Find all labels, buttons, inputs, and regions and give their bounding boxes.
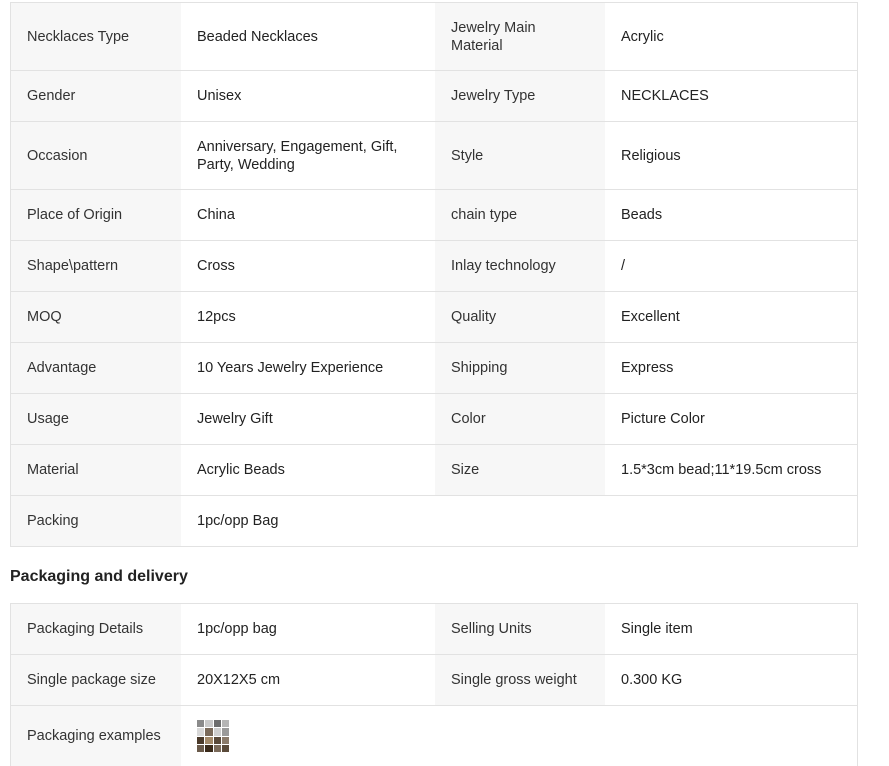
attr-label-empty: [435, 496, 605, 546]
attr-label: Jewelry Main Material: [435, 3, 605, 70]
pkg-label: Packaging Details: [11, 604, 181, 654]
attr-label: Style: [435, 122, 605, 189]
attr-value: Jewelry Gift: [181, 394, 435, 444]
attr-value: Beaded Necklaces: [181, 3, 435, 70]
attributes-table: [10, 2, 858, 547]
attr-label: Packing: [11, 496, 181, 546]
attr-value: Cross: [181, 241, 435, 291]
table-row: [11, 71, 857, 122]
attr-value: 1pc/opp Bag: [181, 496, 435, 546]
table-row: [11, 3, 857, 71]
attr-value: Express: [605, 343, 857, 393]
attr-label: Gender: [11, 71, 181, 121]
attr-value: 12pcs: [181, 292, 435, 342]
pkg-value: Single item: [605, 604, 857, 654]
table-row: [11, 343, 857, 394]
packaging-example-thumbnail[interactable]: [197, 720, 229, 752]
attr-label: Place of Origin: [11, 190, 181, 240]
attr-value: Beads: [605, 190, 857, 240]
attr-value-empty: [605, 496, 857, 546]
table-row: [11, 190, 857, 241]
attr-value: 10 Years Jewelry Experience: [181, 343, 435, 393]
pkg-value: 1pc/opp bag: [181, 604, 435, 654]
section-title-packaging: Packaging and delivery: [10, 568, 188, 585]
attr-value: Acrylic: [605, 3, 857, 70]
pkg-label: Single package size: [11, 655, 181, 705]
attr-label: chain type: [435, 190, 605, 240]
attr-label: Shipping: [435, 343, 605, 393]
attr-label: Size: [435, 445, 605, 495]
table-row: [11, 292, 857, 343]
pkg-value: 20X12X5 cm: [181, 655, 435, 705]
pkg-label: Selling Units: [435, 604, 605, 654]
table-row: [11, 445, 857, 496]
attr-value: /: [605, 241, 857, 291]
attr-label: MOQ: [11, 292, 181, 342]
table-row: [11, 496, 857, 547]
attr-value: Excellent: [605, 292, 857, 342]
attr-label: Inlay technology: [435, 241, 605, 291]
attr-label: Occasion: [11, 122, 181, 189]
attr-value: Acrylic Beads: [181, 445, 435, 495]
packaging-table: [10, 603, 858, 766]
attr-value: Anniversary, Engagement, Gift, Party, Wedding: [181, 122, 435, 189]
attr-label: Quality: [435, 292, 605, 342]
attr-label: Material: [11, 445, 181, 495]
attr-label: Shape\pattern: [11, 241, 181, 291]
attr-value: NECKLACES: [605, 71, 857, 121]
attr-value: China: [181, 190, 435, 240]
pkg-value: 0.300 KG: [605, 655, 857, 705]
table-row: [11, 655, 857, 706]
attr-label: Necklaces Type: [11, 3, 181, 70]
attr-value: Picture Color: [605, 394, 857, 444]
attr-label: Jewelry Type: [435, 71, 605, 121]
pkg-label: Single gross weight: [435, 655, 605, 705]
attr-label: Advantage: [11, 343, 181, 393]
attr-label: Color: [435, 394, 605, 444]
pkg-label: Packaging examples: [11, 706, 181, 766]
attr-value: Religious: [605, 122, 857, 189]
table-row: [11, 394, 857, 445]
table-row: [11, 241, 857, 292]
attr-value: Unisex: [181, 71, 435, 121]
table-row: [11, 604, 857, 655]
table-row: [11, 706, 857, 766]
attr-label: Usage: [11, 394, 181, 444]
packaging-examples-cell: [181, 706, 857, 766]
table-row: [11, 122, 857, 190]
attr-value: 1.5*3cm bead;11*19.5cm cross: [605, 445, 857, 495]
